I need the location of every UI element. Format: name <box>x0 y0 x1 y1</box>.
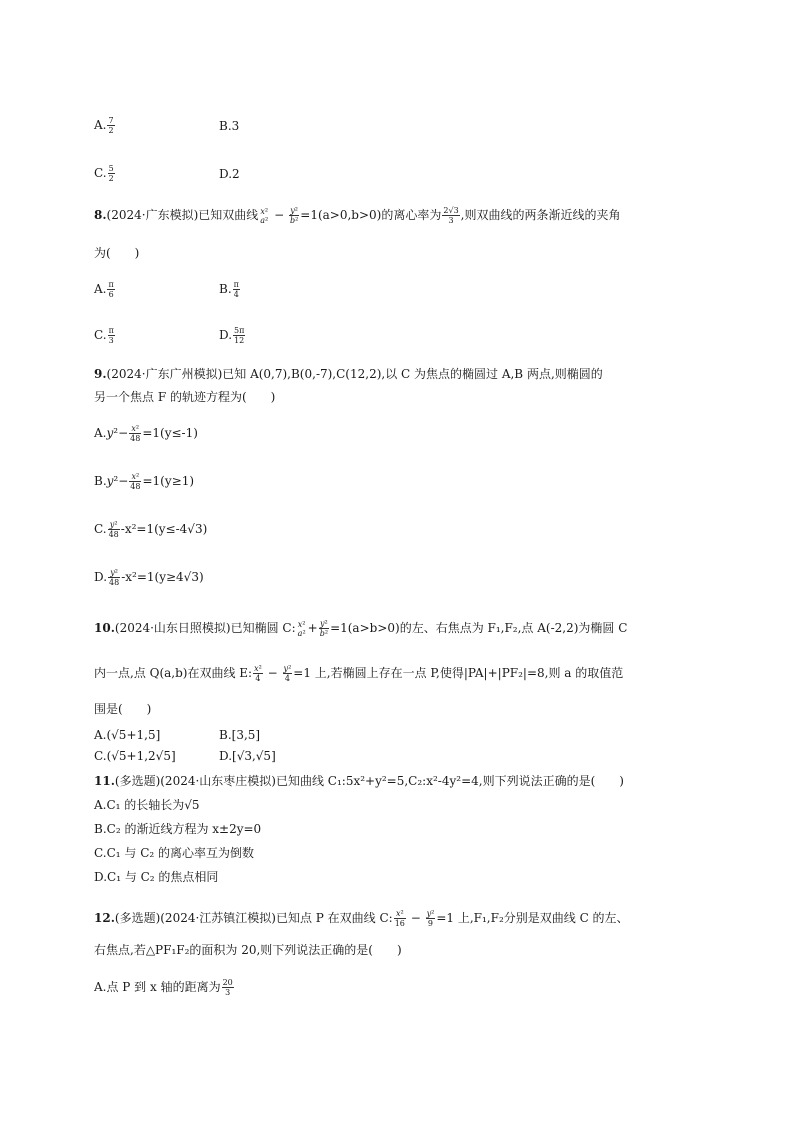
fraction: $\frac{\text{y²}}{48}$ <box>109 568 120 587</box>
fraction: $\frac{\text{y²}}{\text{b²}}$ <box>319 619 329 638</box>
q9-option-b: B.y²− $\frac{\text{x²}}{48}$ =1(y≥1) <box>94 472 195 491</box>
q10-stem-line1: 10.(2024·山东日照模拟)已知椭圆 C: x² a² + $\frac{\text{y²}}{\text{b²}}$ =1(a>b>0)的左、右焦点为 F₁,F₂,点 A(-2,2)为椭圆 C <box>94 619 628 638</box>
fraction: $\frac{\text{y²}}{9}$ <box>426 909 435 928</box>
q11-option-c: C.C₁ 与 C₂ 的离心率互为倒数 <box>94 846 254 860</box>
q10-option-a: A.(√5+1,5] <box>94 728 161 742</box>
q9-stem-line2: 另一个焦点 F 的轨迹方程为( ) <box>94 390 276 404</box>
fraction: $\frac{\pi}{4}$ <box>233 280 239 299</box>
fraction: $\frac{\text{y²}}{48}$ <box>108 520 119 539</box>
q10-stem-line2: 内一点,点 Q(a,b)在双曲线 E: $\frac{\text{x²}}{4}$ − $\frac{\text{y²}}{4}$ =1 上,若椭圆上存在一点 P,使得|PA|+|PF₂|=8,则 a 的取值范 <box>94 664 624 683</box>
fraction: $\frac{\text{x²}}{16}$ <box>394 909 405 928</box>
fraction: $\frac{\text{x²}}{4}$ <box>254 664 262 683</box>
fraction: $\frac{7}{2}$ <box>108 116 114 135</box>
q9-option-a: A.y²− $\frac{\text{x²}}{48}$ =1(y≤-1) <box>94 424 198 443</box>
fraction: $\frac{\pi}{3}$ <box>108 326 114 345</box>
fraction: $\frac{\text{x²}}{48}$ <box>130 472 141 491</box>
fraction: $\frac{\text{x²}}{48}$ <box>130 424 141 443</box>
q8-option-d: D. $\frac{5\pi}{12}$ <box>219 326 245 345</box>
fraction-y2-b2: $\frac{\text{y²}}{\text{b²}}$ <box>289 206 299 225</box>
q10-option-b: B.[3,5] <box>219 728 261 742</box>
q11-stem: 11.(多选题)(2024·山东枣庄模拟)已知曲线 C₁:5x²+y²=5,C₂:x²-4y²=4,则下列说法正确的是( ) <box>94 774 624 788</box>
q11-option-a: A.C₁ 的长轴长为√5 <box>94 798 200 812</box>
q12-stem-line1: 12.(多选题)(2024·江苏镇江模拟)已知点 P 在双曲线 C: $\frac{\text{x²}}{16}$ − $\frac{\text{y²}}{9}$ =1 上,F₁,F₂分别是双曲线 C 的左、 <box>94 909 629 928</box>
fraction: $\frac{5}{2}$ <box>108 164 114 183</box>
q8-option-a: A. $\frac{\pi}{6}$ <box>94 280 114 299</box>
q10-stem-line3: 围是( ) <box>94 702 152 716</box>
q7-option-d: D.2 <box>219 167 240 181</box>
q8-option-b: B. $\frac{\pi}{4}$ <box>219 280 239 299</box>
fraction: $\frac{20}{3}$ <box>222 978 233 997</box>
fraction-x2-a2: x² a² <box>260 206 269 225</box>
q8-stem-line2: 为( ) <box>94 246 140 260</box>
q7-option-b: B.3 <box>219 119 240 133</box>
fraction: $\frac{5\pi}{12}$ <box>234 326 245 345</box>
q9-stem-line1: 9.(2024·广东广州模拟)已知 A(0,7),B(0,-7),C(12,2),以 C 为焦点的椭圆过 A,B 两点,则椭圆的 <box>94 367 603 381</box>
fraction: x² a² <box>297 619 306 638</box>
q11-option-b: B.C₂ 的渐近线方程为 x±2y=0 <box>94 822 262 836</box>
q8-option-c: C. $\frac{\pi}{3}$ <box>94 326 114 345</box>
q7-option-a: A. $\frac{7}{2}$ <box>94 116 114 135</box>
q9-option-d: D. $\frac{\text{y²}}{48}$ -x²=1(y≥4√3) <box>94 568 204 587</box>
q10-option-d: D.[√3,√5] <box>219 749 276 763</box>
q7-option-c: C. $\frac{5}{2}$ <box>94 164 114 183</box>
q12-option-a: A.点 P 到 x 轴的距离为 $\frac{20}{3}$ <box>94 978 233 997</box>
q9-option-c: C. $\frac{\text{y²}}{48}$ -x²=1(y≤-4√3) <box>94 520 208 539</box>
q10-option-c: C.(√5+1,2√5] <box>94 749 176 763</box>
fraction-eccentricity: $\frac{2√3}{3}$ <box>443 206 459 225</box>
q11-option-d: D.C₁ 与 C₂ 的焦点相同 <box>94 870 219 884</box>
fraction: $\frac{\pi}{6}$ <box>108 280 114 299</box>
fraction: $\frac{\text{y²}}{4}$ <box>283 664 292 683</box>
q12-stem-line2: 右焦点,若△PF₁F₂的面积为 20,则下列说法正确的是( ) <box>94 943 402 957</box>
q8-stem-line1: 8.(2024·广东模拟)已知双曲线 x² a² − $\frac{\text{y²}}{\text{b²}}$ =1(a>0,b>0)的离心率为 $\frac{2√3}{3}$ ,则双曲线的两条渐近线的夹角 <box>94 206 621 225</box>
